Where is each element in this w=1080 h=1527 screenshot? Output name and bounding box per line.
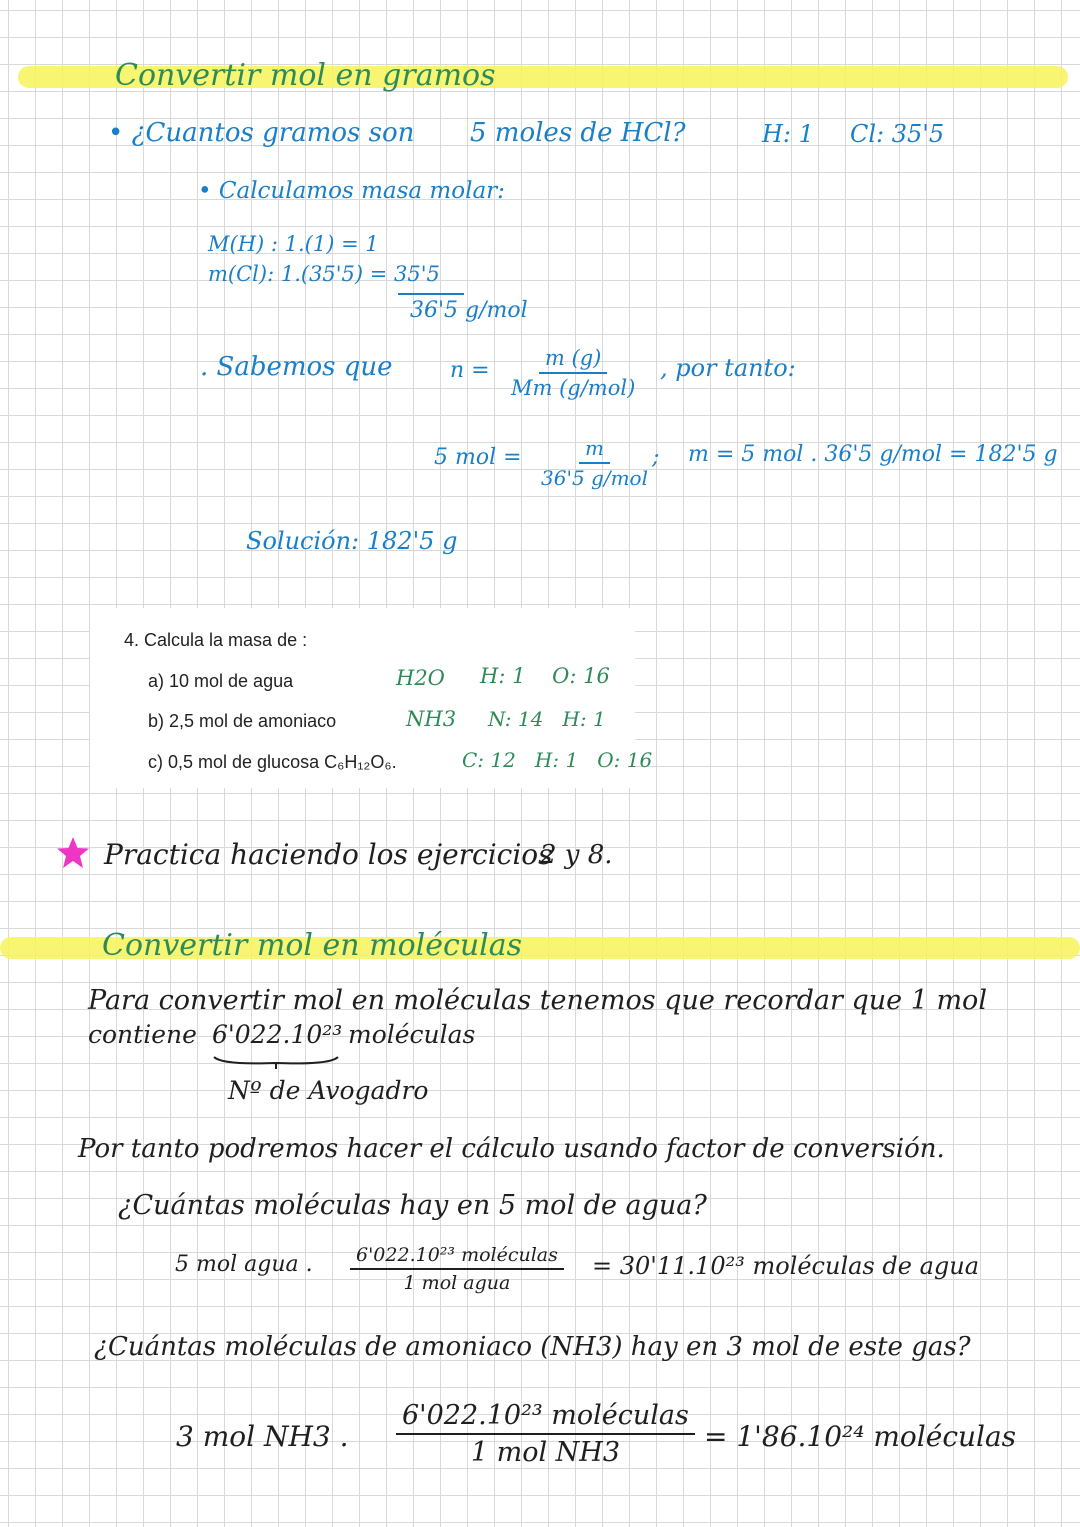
calc2-fraction	[396, 1400, 695, 1468]
exercise-item-a: a) 10 mol de agua	[148, 671, 294, 691]
avogadro-label: Nº de Avogadro	[228, 1076, 429, 1105]
molar-mass-h: M(H) : 1.(1) = 1	[208, 232, 379, 256]
calc1-numerator: 6'022.10²³ moléculas	[350, 1244, 564, 1270]
calc1-denominator: 1 mol agua	[403, 1272, 511, 1294]
mass-denominator: 36'5 g/mol	[541, 466, 648, 490]
mol-lhs: 5 mol =	[434, 445, 522, 470]
paragraph-line-2a: contiene	[88, 1020, 197, 1049]
calc1-result: = 30'11.10²³ moléculas de agua	[592, 1252, 979, 1280]
element-cl: Cl: 35'5	[850, 120, 945, 148]
calc2-lhs: 3 mol NH3 .	[176, 1420, 349, 1453]
step-molar-mass: • Calculamos masa molar:	[198, 178, 505, 204]
calc2-numerator: 6'022.10²³ moléculas	[396, 1400, 695, 1435]
practice-numbers: 2 y 8.	[540, 840, 613, 870]
exercise-heading: 4. Calcula la masa de :	[124, 630, 308, 650]
step-we-know: . Sabemos que	[200, 352, 393, 382]
calc1-lhs: 5 mol agua .	[175, 1252, 313, 1277]
avogadro-number: 6'022.10²³	[212, 1020, 343, 1049]
solution-text: Solución: 182'5 g	[246, 527, 458, 555]
exercise-formula-b: NH3	[406, 707, 457, 731]
section-title-mol-to-grams: Convertir mol en gramos	[115, 58, 496, 93]
exercise-data-c: C: 12 H: 1 O: 16	[462, 748, 653, 772]
mass-fraction	[535, 436, 654, 490]
exercise-formula-a: H2O	[396, 666, 445, 690]
element-h: H: 1	[762, 120, 814, 148]
calc1-fraction	[350, 1244, 564, 1294]
paragraph-conversion: Por tanto podremos hacer el cálculo usando factor de conversión.	[78, 1134, 945, 1164]
section-title-mol-to-molecules: Convertir mol en moléculas	[102, 928, 523, 963]
question-1: ¿Cuántas moléculas hay en 5 mol de agua?	[118, 1190, 707, 1221]
question-text-b: 5 moles de HCl?	[470, 118, 686, 148]
n-numerator: m (g)	[539, 346, 607, 374]
n-denominator: Mm (g/mol)	[511, 376, 636, 400]
mass-result-equation: m = 5 mol . 36'5 g/mol = 182'5 g	[688, 442, 1058, 467]
therefore-text: , por tanto:	[660, 354, 796, 382]
exercise-item-c: c) 0,5 mol de glucosa C₆H₁₂O₆.	[148, 752, 397, 772]
molar-mass-cl: m(Cl): 1.(35'5) = 35'5	[208, 262, 440, 286]
n-equals: n =	[450, 358, 490, 383]
question-text: • ¿Cuantos gramos son	[108, 118, 415, 148]
sum-line	[398, 293, 464, 295]
star-icon	[56, 836, 90, 870]
calc2-denominator: 1 mol NH3	[470, 1437, 621, 1468]
paragraph-line-1: Para convertir mol en moléculas tenemos que recordar que 1 mol	[88, 985, 987, 1016]
paragraph-line-2c: moléculas	[348, 1020, 476, 1049]
practice-text: Practica haciendo los ejercicios	[104, 838, 553, 871]
exercise-data-b: N: 14 H: 1	[488, 707, 606, 731]
molar-mass-sum: 36'5 g/mol	[410, 298, 528, 323]
calc2-result: = 1'86.10²⁴ moléculas	[704, 1420, 1017, 1453]
n-fraction	[505, 346, 641, 400]
exercise-item-b: b) 2,5 mol de amoniaco	[148, 711, 337, 731]
exercise-box	[90, 608, 653, 788]
question-2: ¿Cuántas moléculas de amoniaco (NH3) hay en 3 mol de este gas?	[94, 1332, 971, 1362]
exercise-data-a: H: 1 O: 16	[480, 664, 610, 688]
avogadro-brace	[212, 1054, 340, 1068]
mass-numerator: m	[579, 436, 610, 464]
semicolon: ;	[652, 445, 660, 470]
